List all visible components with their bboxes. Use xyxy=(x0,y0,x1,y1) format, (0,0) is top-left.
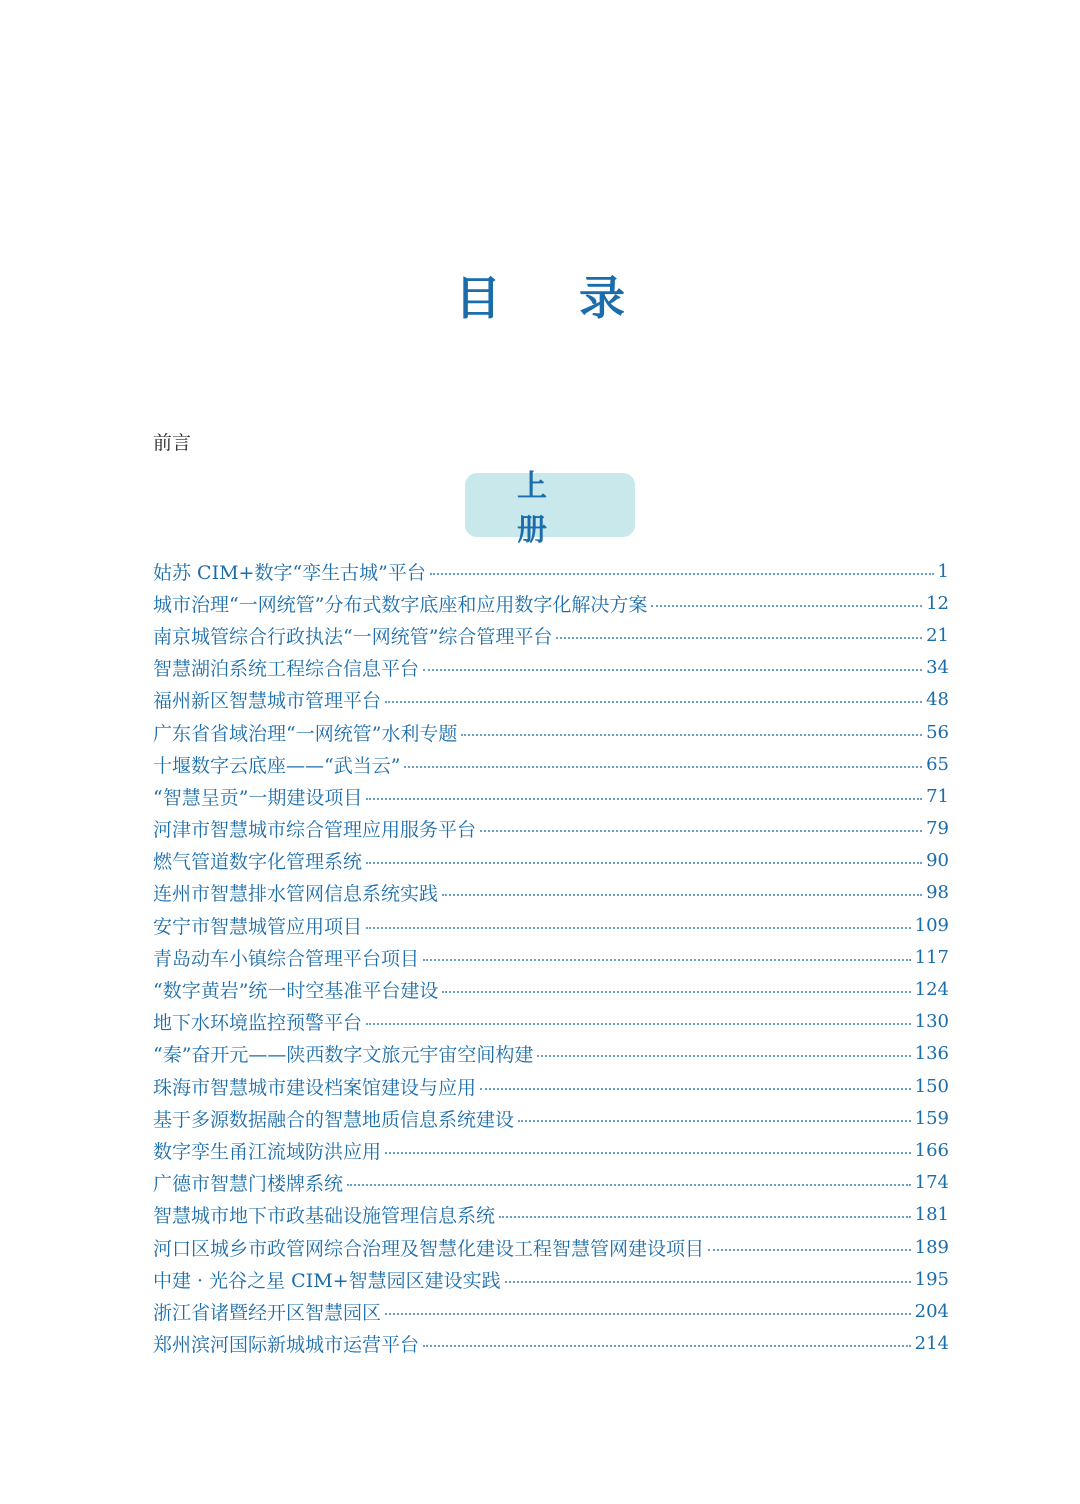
page-title: 目录 xyxy=(455,271,703,325)
dot-leader xyxy=(442,893,922,896)
toc-entry-title: 数字孪生甬江流域防洪应用 xyxy=(153,1140,382,1163)
toc-entry[interactable] xyxy=(153,1070,949,1102)
toc-entry[interactable] xyxy=(153,684,949,716)
toc-entry-title: 地下水环境监控预警平台 xyxy=(153,1012,363,1035)
toc-entry[interactable] xyxy=(153,1134,949,1166)
toc-entry-title: 燃气管道数字化管理系统 xyxy=(153,851,363,874)
dot-leader xyxy=(461,733,922,736)
toc-entry-page: 150 xyxy=(914,1075,949,1097)
toc-entry-page: 12 xyxy=(926,592,949,614)
dot-leader xyxy=(423,668,922,671)
toc-entry-page: 204 xyxy=(914,1300,949,1322)
toc-entry-page: 1 xyxy=(937,560,949,582)
toc-entry-page: 79 xyxy=(926,818,949,840)
dot-leader xyxy=(347,1183,911,1186)
toc-list xyxy=(153,555,949,1360)
dot-leader xyxy=(385,700,922,703)
toc-entry-title: 浙江省诸暨经开区智慧园区 xyxy=(153,1301,382,1324)
dot-leader xyxy=(708,1248,911,1251)
toc-entry-title: 郑州滨河国际新城城市运营平台 xyxy=(153,1334,420,1357)
toc-entry-title: “秦”奋开元——陕西数字文旅元宇宙空间构建 xyxy=(153,1044,534,1067)
toc-entry[interactable] xyxy=(153,716,949,748)
toc-entry[interactable] xyxy=(153,973,949,1005)
dot-leader xyxy=(404,765,922,768)
toc-entry-title: 智慧城市地下市政基础设施管理信息系统 xyxy=(153,1205,496,1228)
toc-entry-page: 65 xyxy=(926,753,949,775)
toc-entry-page: 174 xyxy=(914,1172,949,1194)
toc-entry-page: 71 xyxy=(926,785,949,807)
toc-entry[interactable] xyxy=(153,1167,949,1199)
dot-leader xyxy=(651,604,922,607)
toc-entry[interactable] xyxy=(153,813,949,845)
toc-entry-title: 十堰数字云底座——“武当云” xyxy=(153,754,401,777)
dot-leader xyxy=(366,926,911,929)
toc-entry[interactable] xyxy=(153,1328,949,1360)
toc-entry[interactable] xyxy=(153,845,949,877)
toc-entry-title: 基于多源数据融合的智慧地质信息系统建设 xyxy=(153,1108,515,1131)
toc-entry-page: 48 xyxy=(926,689,949,711)
dot-leader xyxy=(385,1312,911,1315)
toc-entry[interactable] xyxy=(153,1231,949,1263)
toc-entry-page: 21 xyxy=(926,624,949,646)
dot-leader xyxy=(442,990,910,993)
toc-entry-page: 117 xyxy=(914,946,949,968)
dot-leader xyxy=(423,958,911,961)
toc-entry-page: 34 xyxy=(926,657,949,679)
dot-leader xyxy=(366,797,922,800)
toc-entry-page: 130 xyxy=(914,1011,949,1033)
toc-entry-page: 159 xyxy=(914,1107,949,1129)
toc-entry[interactable] xyxy=(153,1199,949,1231)
dot-leader xyxy=(423,1344,911,1347)
dot-leader xyxy=(480,1087,911,1090)
toc-entry-title: 广东省省域治理“一网统管”水利专题 xyxy=(153,722,458,745)
toc-entry-page: 109 xyxy=(914,914,949,936)
toc-entry[interactable] xyxy=(153,909,949,941)
toc-entry-page: 124 xyxy=(914,979,949,1001)
dot-leader xyxy=(537,1054,910,1057)
toc-entry-title: 中建 · 光谷之星 CIM+智慧园区建设实践 xyxy=(153,1269,501,1292)
toc-entry[interactable] xyxy=(153,941,949,973)
dot-leader xyxy=(366,861,922,864)
toc-entry-page: 56 xyxy=(926,721,949,743)
toc-entry[interactable] xyxy=(153,877,949,909)
toc-entry-title: 南京城管综合行政执法“一网统管”综合管理平台 xyxy=(153,625,553,648)
toc-entry-title: 城市治理“一网统管”分布式数字底座和应用数字化解决方案 xyxy=(153,593,648,616)
toc-entry-title: 姑苏 CIM+数字“孪生古城”平台 xyxy=(153,561,426,584)
toc-entry[interactable] xyxy=(153,619,949,651)
toc-entry[interactable] xyxy=(153,1263,949,1295)
toc-entry-page: 90 xyxy=(926,850,949,872)
dot-leader xyxy=(385,1151,911,1154)
section-label: 上册 xyxy=(517,469,599,548)
toc-entry-title: 河津市智慧城市综合管理应用服务平台 xyxy=(153,819,477,842)
toc-entry-title: 河口区城乡市政管网综合治理及智慧化建设工程智慧管网建设项目 xyxy=(153,1237,705,1260)
toc-entry-title: 珠海市智慧城市建设档案馆建设与应用 xyxy=(153,1076,477,1099)
toc-entry[interactable] xyxy=(153,1006,949,1038)
toc-entry[interactable] xyxy=(153,587,949,619)
toc-entry-page: 214 xyxy=(914,1333,949,1355)
toc-entry[interactable] xyxy=(153,748,949,780)
dot-leader xyxy=(430,572,934,575)
toc-entry[interactable] xyxy=(153,1038,949,1070)
toc-entry-page: 181 xyxy=(914,1204,949,1226)
toc-entry-page: 98 xyxy=(926,882,949,904)
toc-entry-page: 195 xyxy=(914,1268,949,1290)
toc-entry-title: 福州新区智慧城市管理平台 xyxy=(153,690,382,713)
toc-entry-page: 166 xyxy=(914,1139,949,1161)
dot-leader xyxy=(518,1119,911,1122)
toc-entry[interactable] xyxy=(153,780,949,812)
toc-entry[interactable] xyxy=(153,1102,949,1134)
dot-leader xyxy=(366,1022,911,1025)
dot-leader xyxy=(556,636,922,639)
toc-entry[interactable] xyxy=(153,555,949,587)
toc-entry-page: 189 xyxy=(914,1236,949,1258)
dot-leader xyxy=(505,1280,911,1283)
preface-link[interactable]: 前言 xyxy=(153,432,192,454)
toc-entry[interactable] xyxy=(153,1295,949,1327)
section-badge xyxy=(465,469,635,548)
toc-entry[interactable] xyxy=(153,652,949,684)
toc-entry-title: 广德市智慧门楼牌系统 xyxy=(153,1173,344,1196)
toc-entry-title: “数字黄岩”统一时空基准平台建设 xyxy=(153,980,439,1003)
toc-entry-page: 136 xyxy=(914,1043,949,1065)
toc-entry-title: 青岛动车小镇综合管理平台项目 xyxy=(153,947,420,970)
toc-entry-title: 安宁市智慧城管应用项目 xyxy=(153,915,363,938)
dot-leader xyxy=(499,1215,911,1218)
dot-leader xyxy=(480,829,922,832)
toc-entry-title: “智慧呈贡”一期建设项目 xyxy=(153,786,363,809)
toc-entry-title: 连州市智慧排水管网信息系统实践 xyxy=(153,883,439,906)
toc-entry-title: 智慧湖泊系统工程综合信息平台 xyxy=(153,658,420,681)
